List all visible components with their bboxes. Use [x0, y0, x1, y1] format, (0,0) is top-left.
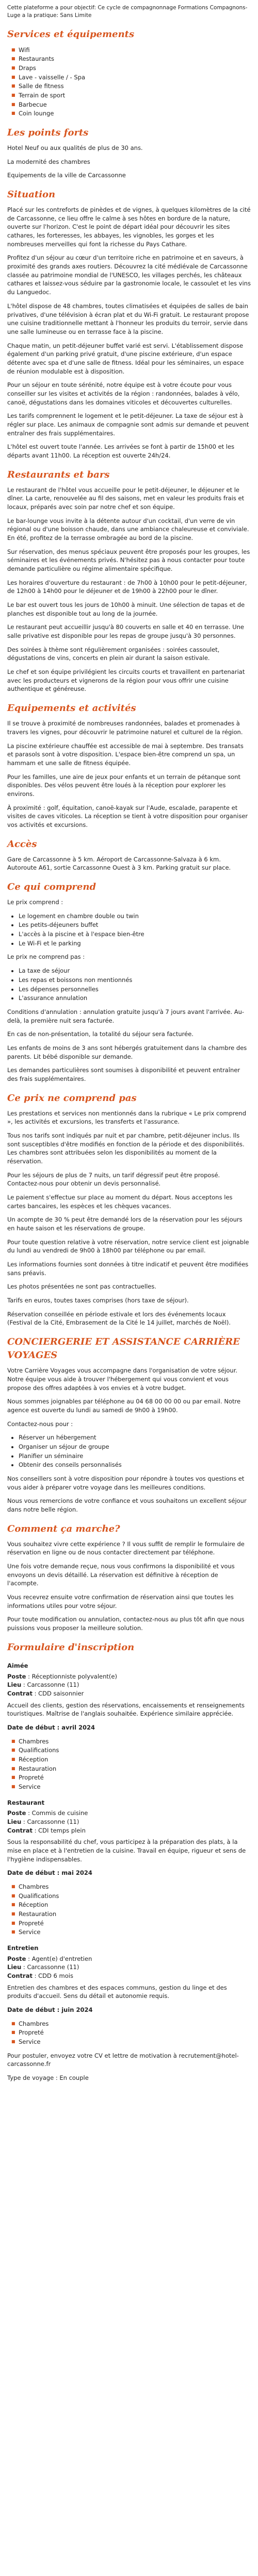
list-item: ■ Restaurants — [19, 55, 251, 63]
paragraph: Le bar est ouvert tous les jours de 10h00 à minuit. Une sélection de tapas et de planches est disponible tout au long de la journée. — [7, 601, 245, 617]
list-item: ■ Restauration — [19, 1910, 251, 1919]
paragraph: Hotel Neuf ou aux qualités de plus de 30 ans. — [7, 144, 143, 151]
job-list-label: Date de début : mai 2024 — [7, 1869, 92, 1877]
list-item: ■ Chambres — [19, 2020, 251, 2028]
job-field-value: Agent(e) d'entretien — [31, 1955, 92, 1962]
list-item: • La taxe de séjour — [19, 967, 251, 975]
non-comprend-list — [7, 967, 251, 1003]
job-field-label: Lieu — [7, 1818, 22, 1825]
list-item: ■ Propreté — [19, 2028, 251, 2037]
job-field-value: Réceptionniste polyvalent(e) — [31, 1672, 117, 1680]
job-list — [7, 1737, 251, 1791]
job-heading: Entretien — [7, 1944, 39, 1952]
paragraph: Le restaurant de l'hôtel vous accueille pour le petit-déjeuner, le déjeuner et le dîner. La carte, renouvelée au fil des saisons, met en valeur les produits frais et locaux, préparés avec soin par notre chef et son équipe. — [7, 486, 245, 511]
job-field-label: Contrat — [7, 1972, 33, 1980]
list-item: ■ Wifi — [19, 46, 251, 55]
paragraph: Nous vous remercions de votre confiance et vous souhaitons un excellent séjour dans notre belle région. — [7, 1497, 247, 1513]
job-offer: Restaurant Poste : Commis de cuisine Lieu : Carcassonne (11) Contrat : CDI temps plein Sous la responsabilité du chef, vous participez à la préparation des plats, à la mise en place et à l'entretien de la cuisine. Travail en équipe, rigueur et sens de l'hygiène indispensables. Date de début : mai 2024 ■ Chambres ■ Qualifications ■ Réception ■ Restauration ■ Propreté ■ Service — [7, 1799, 251, 1937]
list-item: • Les dépenses personnelles — [19, 985, 251, 994]
job-description: Accueil des clients, gestion des réservations, encaissements et renseignements touristiques. Maîtrise de l'anglais souhaitée. Expérience similaire appréciée. — [7, 1701, 245, 1718]
list-item: ■ Service — [19, 1928, 251, 1937]
list-item: ■ Propreté — [19, 1919, 251, 1928]
list-item: • Planifier un séminaire — [19, 1452, 251, 1461]
paragraph: L'hôtel dispose de 48 chambres, toutes climatisées et équipées de salles de bain privatives, d'une télévision à écran plat et du Wi-Fi gratuit. Le restaurant propose une cuisine traditionnelle mettant à l'honneur les produits du terroir, servie dans une salle lumineuse ou en terrasse face à la piscine. — [7, 302, 249, 335]
paragraph: Pour toute modification ou annulation, contactez-nous au plus tôt afin que nous puissions vous proposer la meilleure solution. — [7, 1616, 245, 1632]
job-description: Entretien des chambres et des espaces communs, gestion du linge et des produits d'accueil. Sens du détail et autonomie requis. — [7, 1984, 227, 2000]
paragraph: Contactez-nous pour : — [7, 1420, 73, 1428]
job-list-label: Date de début : avril 2024 — [7, 1723, 95, 1731]
job-description: Sous la responsabilité du chef, vous participez à la préparation des plats, à la mise en place et à l'entretien de la cuisine. Travail en équipe, rigueur et sens de l'hygiène indispensables. — [7, 1838, 246, 1863]
paragraph: Vous recevrez ensuite votre confirmation de réservation ainsi que toutes les informations utiles pour votre séjour. — [7, 1594, 234, 1609]
job-field-value: CDD 6 mois — [38, 1972, 73, 1980]
paragraph: Placé sur les contreforts de pinèdes et de vignes, à quelques kilomètres de la cité de Carcassonne, ce lieu offre le calme à ses hôtes en bordure de la nature, ouverte sur l'horizon. C'est le point de départ idéal pour découvrir les sites cathares, les forteresses, les abbayes, les vignobles, les gorges et les nombreuses merveilles qui font la richesse du Pays Cathare. — [7, 206, 251, 248]
job-field-label: Contrat — [7, 1826, 33, 1834]
section-title-comment: Comment ça marche? — [7, 1523, 120, 1534]
job-field-label: Poste — [7, 1809, 26, 1817]
job-offer: Entretien Poste : Agent(e) d'entretien Lieu : Carcassonne (11) Contrat : CDD 6 mois Entretien des chambres et des espaces communs, gestion du linge et des produits d'accueil. Sens du détail et autonomie requis. Date de début : juin 2024 ■ Chambres ■ Propreté ■ Service — [7, 1944, 251, 2046]
paragraph: En cas de non-présentation, la totalité du séjour sera facturée. — [7, 1030, 194, 1038]
list-item: ■ Qualifications — [19, 1892, 251, 1901]
section-title-conciergerie: CONCIERGERIE ET ASSISTANCE CARRIÈRE VOYAGES — [7, 1336, 240, 1361]
paragraph: Votre Carrière Voyages vous accompagne dans l'organisation de votre séjour. Notre équipe vous aide à trouver l'hébergement qui vous convient et vous propose des offres adaptées à vos envies et à votre budget. — [7, 1367, 238, 1392]
job-list — [7, 1883, 251, 1937]
paragraph: À proximité : golf, équitation, canoë-kayak sur l'Aude, escalade, parapente et visites de caves viticoles. La réception se tient à votre disposition pour organiser vos activités et excursions. — [7, 804, 248, 828]
job-field-label: Lieu — [7, 1963, 22, 1971]
paragraph: Les demandes particulières sont soumises à disponibilité et peuvent entraîner des frais supplémentaires. — [7, 1066, 240, 1082]
paragraph: Les prestations et services non mentionnés dans la rubrique « Le prix comprend », les activités et excursions, les transferts et l'assurance. — [7, 1109, 247, 1126]
list-item: ■ Draps — [19, 64, 251, 73]
job-field-value: Commis de cuisine — [31, 1809, 88, 1817]
comprend-list — [7, 912, 251, 948]
paragraph: Sur réservation, des menus spéciaux peuvent être proposés pour les groupes, les séminaires et les événements privés. N'hésitez pas à nous contacter pour toute demande particulière ou régime alimentaire spécifique. — [7, 548, 250, 573]
paragraph: Le prix ne comprend pas : — [7, 953, 85, 961]
list-item: ■ Service — [19, 1783, 251, 1791]
section-title-services: Services et équipements — [7, 29, 135, 40]
section-title-restaurants: Restaurants et bars — [7, 469, 110, 480]
job-heading: Aimée — [7, 1662, 28, 1669]
intro-text: Cette plateforme a pour objectif: Ce cycle de compagnonnage Formations Compagnons-Luge a la pratique: Sans Limite — [7, 5, 248, 19]
job-field-label: Lieu — [7, 1681, 22, 1689]
paragraph: Une fois votre demande reçue, nous vous confirmons la disponibilité et vous envoyons un devis détaillé. La réservation est définitive à réception de l'acompte. — [7, 1563, 235, 1587]
paragraph: Le chef et son équipe privilégient les circuits courts et travaillent en partenariat avec les producteurs et vignerons de la région pour vous offrir une cuisine authentique et généreuse. — [7, 668, 245, 693]
trip-type: Type de voyage : En couple — [7, 2074, 89, 2082]
list-item: ■ Coin lounge — [19, 109, 251, 118]
paragraph: Réservation conseillée en période estivale et lors des événements locaux (Festival de la Cité, Embrasement de la Cité le 14 juillet, marchés de Noël). — [7, 1310, 231, 1327]
list-item: ■ Barbecue — [19, 100, 251, 109]
paragraph: Gare de Carcassonne à 5 km. Aéroport de Carcassonne-Salvaza à 6 km. Autoroute A61, sortie Carcassonne Ouest à 3 km. Parking gratuit sur place. — [7, 855, 231, 872]
list-item: • L'assurance annulation — [19, 994, 251, 1003]
services-list — [7, 46, 251, 118]
paragraph: Un acompte de 30 % peut être demandé lors de la réservation pour les séjours en haute saison et les réservations de groupe. — [7, 1216, 243, 1232]
paragraph: L'hôtel est ouvert toute l'année. Les arrivées se font à partir de 15h00 et les départs avant 11h00. La réception est ouverte 24h/24. — [7, 443, 235, 459]
paragraph: Les tarifs comprennent le logement et le petit-déjeuner. La taxe de séjour est à régler sur place. Les animaux de compagnie sont admis sur demande et peuvent entraîner des frais supplémentaires. — [7, 412, 249, 437]
job-list-label: Date de début : juin 2024 — [7, 2006, 93, 2014]
list-item: • Les repas et boissons non mentionnés — [19, 976, 251, 985]
list-item: • Réserver un hébergement — [19, 1433, 251, 1442]
list-item: ■ Réception — [19, 1755, 251, 1764]
job-field-label: Poste — [7, 1955, 26, 1962]
job-field-value: CDD saisonnier — [38, 1689, 84, 1697]
jobs-footer: Pour postuler, envoyez votre CV et lettre de motivation à recrutement@hotel-carcassonne.fr — [7, 2052, 239, 2068]
paragraph: Pour les séjours de plus de 7 nuits, un tarif dégressif peut être proposé. Contactez-nous pour obtenir un devis personnalisé. — [7, 1171, 220, 1188]
paragraph: La piscine extérieure chauffée est accessible de mai à septembre. Des transats et parasols sont à votre disposition. L'espace bien-être comprend un spa, un hammam et une salle de fitness équipée. — [7, 742, 244, 767]
section-title-points: Les points forts — [7, 127, 89, 138]
paragraph: La modernité des chambres — [7, 158, 90, 165]
paragraph: Il se trouve à proximité de nombreuses randonnées, balades et promenades à travers les vignes, pour découvrir le patrimoine naturel et culturel de la région. — [7, 720, 243, 736]
job-heading: Restaurant — [7, 1799, 45, 1806]
job-offer: Aimée Poste : Réceptionniste polyvalent(e) Lieu : Carcassonne (11) Contrat : CDD saisonnier Accueil des clients, gestion des réservations, encaissements et renseignements touristiques. Maîtrise de l'anglais souhaitée. Expérience similaire appréciée. Date de début : avril 2024 ■ Chambres ■ Qualifications ■ Réception ■ Restauration ■ Propreté ■ Service — [7, 1662, 251, 1791]
paragraph: Conditions d'annulation : annulation gratuite jusqu'à 7 jours avant l'arrivée. Au-delà, la première nuit sera facturée. — [7, 1008, 245, 1024]
list-item: • Organiser un séjour de groupe — [19, 1443, 251, 1451]
paragraph: Le restaurant peut accueillir jusqu'à 80 couverts en salle et 40 en terrasse. Une salle privative est disponible pour les repas de groupe jusqu'à 30 personnes. — [7, 623, 244, 640]
job-field-label: Poste — [7, 1672, 26, 1680]
list-item: ■ Service — [19, 2038, 251, 2046]
list-item: • L'accès à la piscine et à l'espace bien-être — [19, 930, 251, 939]
job-field-value: Carcassonne (11) — [27, 1818, 79, 1825]
job-field-label: Contrat — [7, 1689, 33, 1697]
section-title-acces: Accès — [7, 838, 37, 850]
list-item: ■ Restauration — [19, 1765, 251, 1773]
paragraph: Chaque matin, un petit-déjeuner buffet varié est servi. L'établissement dispose également d'un parking privé gratuit, d'une piscine extérieure, d'un espace détente avec spa et d'une salle de fitness. Idéal pour les séminaires, un espace de réunion modulable est à disposition. — [7, 342, 244, 375]
paragraph: Tarifs en euros, toutes taxes comprises (hors taxe de séjour). — [7, 1297, 189, 1304]
list-item: • Obtenir des conseils personnalisés — [19, 1461, 251, 1469]
paragraph: Les horaires d'ouverture du restaurant : de 7h00 à 10h00 pour le petit-déjeuner, de 12h00 à 14h00 pour le déjeuner et de 19h00 à 22h00 pour le dîner. — [7, 579, 247, 595]
paragraph: Les photos présentées ne sont pas contractuelles. — [7, 1283, 156, 1291]
list-item: ■ Terrain de sport — [19, 91, 251, 100]
list-item: ■ Lave - vaisselle / - Spa — [19, 73, 251, 82]
paragraph: Le paiement s'effectue sur place au moment du départ. Nous acceptons les cartes bancaires, les espèces et les chèques vacances. — [7, 1194, 233, 1210]
paragraph: Pour toute question relative à votre réservation, notre service client est joignable du lundi au vendredi de 9h00 à 18h00 par téléphone ou par email. — [7, 1238, 249, 1255]
paragraph: Pour un séjour en toute sérénité, notre équipe est à votre écoute pour vous conseiller sur les visites et activités de la région : randonnées, balades à vélo, canoë, dégustations dans les domaines viticoles et découvertes culturelles. — [7, 381, 240, 406]
list-item: ■ Propreté — [19, 1773, 251, 1782]
list-item: • Le Wi-Fi et le parking — [19, 939, 251, 948]
job-list — [7, 2020, 251, 2046]
paragraph: Profitez d'un séjour au cœur d'un territoire riche en patrimoine et en saveurs, à proximité des grands axes routiers. Découvrez la cité médiévale de Carcassonne classée au patrimoine mondial de l'UNESCO, les villages perchés, les châteaux cathares et laissez-vous séduire par la gastronomie locale, le cassoulet et les vins du Languedoc. — [7, 254, 251, 296]
paragraph: Nous sommes joignables par téléphone au 04 68 00 00 00 ou par email. Notre agence est ouverte du lundi au samedi de 9h00 à 19h00. — [7, 1398, 241, 1414]
paragraph: Vous souhaitez vivre cette expérience ? Il vous suffit de remplir le formulaire de réservation en ligne ou de nous contacter directement par téléphone. — [7, 1540, 245, 1556]
paragraph: Le bar-lounge vous invite à la détente autour d'un cocktail, d'un verre de vin régional ou d'une boisson chaude, dans une ambiance chaleureuse et conviviale. En été, profitez de la terrasse ombragée au bord de la piscine. — [7, 517, 249, 542]
paragraph: Pour les familles, une aire de jeux pour enfants et un terrain de pétanque sont disponibles. Des vélos peuvent être loués à la réception pour explorer les environs. — [7, 773, 241, 798]
list-item: ■ Chambres — [19, 1737, 251, 1746]
job-field-value: Carcassonne (11) — [27, 1963, 79, 1971]
section-title-equipements: Equipements et activités — [7, 703, 136, 714]
section-title-situation: Situation — [7, 189, 56, 200]
section-title-comprend: Ce qui comprend — [7, 882, 96, 893]
list-item: ■ Réception — [19, 1901, 251, 1909]
section-title-conditions: Ce prix ne comprend pas — [7, 1092, 137, 1104]
paragraph: Nos conseillers sont à votre disposition pour répondre à toutes vos questions et vous aider à préparer votre voyage dans les meilleures conditions. — [7, 1475, 245, 1491]
paragraph: Les informations fournies sont données à titre indicatif et peuvent être modifiées sans préavis. — [7, 1261, 249, 1277]
paragraph: Des soirées à thème sont régulièrement organisées : soirées cassoulet, dégustations de vins, concerts en plein air durant la saison estivale. — [7, 646, 220, 662]
paragraph: Le prix comprend : — [7, 899, 63, 906]
list-item: ■ Salle de fitness — [19, 82, 251, 91]
conciergerie-list — [7, 1433, 251, 1469]
job-field-value: Carcassonne (11) — [27, 1681, 79, 1689]
list-item: • Le logement en chambre double ou twin — [19, 912, 251, 921]
paragraph: Equipements de la ville de Carcassonne — [7, 172, 126, 179]
paragraph: Tous nos tarifs sont indiqués par nuit et par chambre, petit-déjeuner inclus. Ils sont susceptibles d'être modifiés en fonction de la période et des disponibilités. Les chambres sont attribuées selon les disponibilités au moment de la réservation. — [7, 1131, 245, 1165]
list-item: ■ Qualifications — [19, 1746, 251, 1755]
section-title-jobs: Formulaire d'inscription — [7, 1641, 135, 1653]
list-item: • Les petits-déjeuners buffet — [19, 921, 251, 929]
paragraph: Les enfants de moins de 3 ans sont hébergés gratuitement dans la chambre des parents. Lit bébé disponible sur demande. — [7, 1044, 247, 1060]
job-field-value: CDI temps plein — [38, 1826, 86, 1834]
list-item: ■ Chambres — [19, 1883, 251, 1891]
